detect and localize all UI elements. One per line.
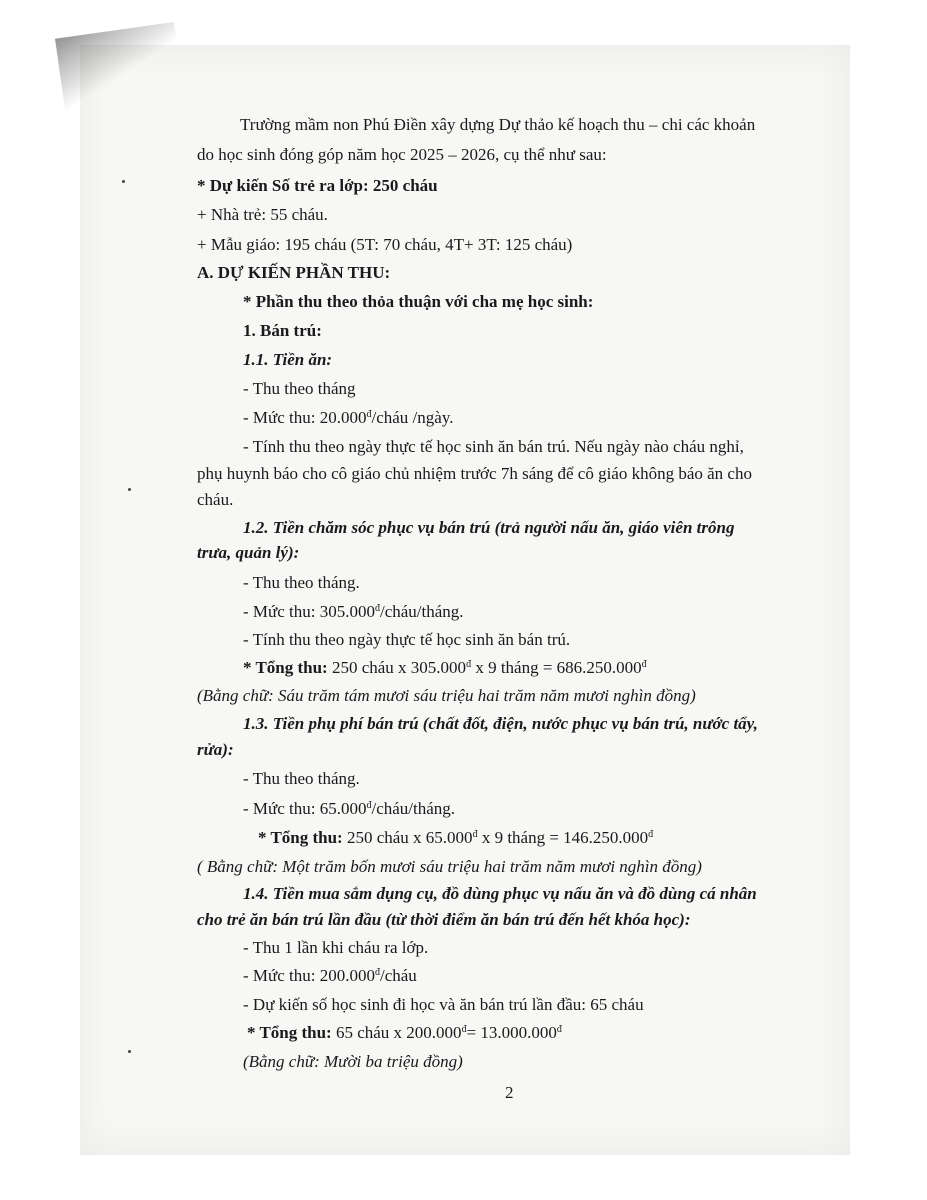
item-1-4-heading-a: 1.4. Tiền mua sắm dụng cụ, đồ dùng phục vụ nấu ăn và đồ dùng cá nhân [243,884,757,903]
rate-text: - Mức thu: 305.000 [243,602,375,621]
total-text: x 9 tháng = 686.250.000 [471,658,642,677]
agreement-heading: * Phần thu theo thỏa thuận với cha mẹ học sinh: [243,292,594,311]
item-1-2-heading-b: trưa, quản lý): [197,543,300,562]
s11-rate [243,408,453,428]
s14-rate [243,966,417,986]
intro-line-2: do học sinh đóng góp năm học 2025 – 2026, cụ thể như sau: [197,145,607,164]
total-text: 250 cháu x 305.000 [327,658,467,677]
rate-text: - Mức thu: 200.000 [243,966,375,985]
currency-sup: đ [472,829,478,840]
currency-sup: đ [466,659,472,670]
item-1-heading: 1. Bán trú: [243,321,322,340]
s12-rate [243,602,464,622]
s11-note-1: - Tính thu theo ngày thực tế học sinh ăn bán trú. Nếu ngày nào cháu nghỉ, [243,437,744,456]
expected-kids: * Dự kiến Số trẻ ra lớp: 250 cháu [197,176,438,195]
total-label: * Tổng thu: [247,1023,332,1042]
s14-total [247,1023,562,1043]
rate-text: - Mức thu: 65.000 [243,799,367,818]
rate-unit: /cháu/tháng. [379,602,464,621]
item-1-2-heading-a: 1.2. Tiền chăm sóc phục vụ bán trú (trả người nấu ăn, giáo viên trông [243,518,735,537]
s14-expected: - Dự kiến số học sinh đi học và ăn bán trú lần đầu: 65 cháu [243,995,644,1014]
total-text: 250 cháu x 65.000 [342,828,473,847]
s11-note-3: cháu. [197,490,234,509]
currency-sup: đ [556,1024,562,1035]
document-page [80,45,850,1155]
scan-speck [128,488,131,491]
scan-speck [128,1050,131,1053]
item-1-3-heading-a: 1.3. Tiền phụ phí bán trú (chất đốt, điện, nước phục vụ bán trú, nước tẩy, [243,714,758,733]
currency-sup: đ [641,659,647,670]
item-1-3-heading-b: rửa): [197,740,234,759]
page-number: 2 [505,1083,514,1102]
currency-sup: đ [374,603,380,614]
rate-unit: /cháu /ngày. [371,408,454,427]
total-label: * Tổng thu: [258,828,343,847]
s14-words: (Bằng chữ: Mười ba triệu đồng) [243,1052,463,1071]
total-label: * Tổng thu: [243,658,328,677]
total-text: x 9 tháng = 146.250.000 [477,828,649,847]
section-a-heading: A. DỰ KIẾN PHẦN THU: [197,263,391,282]
scan-speck [122,180,125,183]
s13-words: ( Bằng chữ: Một trăm bốn mươi sáu triệu hai trăm năm mươi nghìn đồng) [197,857,702,876]
rate-unit: /cháu [379,966,417,985]
currency-sup: đ [366,409,372,420]
currency-sup: đ [461,1024,467,1035]
nursery-count: + Nhà trẻ: 55 cháu. [197,205,328,224]
s12-note: - Tính thu theo ngày thực tế học sinh ăn bán trú. [243,630,571,649]
rate-text: - Mức thu: 20.000 [243,408,367,427]
intro-line-1: Trường mầm non Phú Điền xây dựng Dự thảo kế hoạch thu – chi các khoản [240,115,756,134]
rate-unit: /cháu/tháng. [371,799,456,818]
currency-sup: đ [648,829,654,840]
s12-total [243,658,647,678]
s13-total [258,828,653,848]
s13-monthly: - Thu theo tháng. [243,769,360,788]
s14-once: - Thu 1 lần khi cháu ra lớp. [243,938,429,957]
s12-monthly: - Thu theo tháng. [243,573,360,592]
kindergarten-count: + Mẫu giáo: 195 cháu (5T: 70 cháu, 4T+ 3T: 125 cháu) [197,235,573,254]
currency-sup: đ [374,967,380,978]
s11-monthly: - Thu theo tháng [243,379,356,398]
s12-words: (Bằng chữ: Sáu trăm tám mươi sáu triệu hai trăm năm mươi nghìn đồng) [197,686,696,705]
total-text: = 13.000.000 [466,1023,557,1042]
s13-rate [243,799,455,819]
total-text: 65 cháu x 200.000 [331,1023,462,1042]
currency-sup: đ [366,800,372,811]
item-1-4-heading-b: cho trẻ ăn bán trú lần đầu (từ thời điểm ăn bán trú đến hết khóa học): [197,910,691,929]
s11-note-2: phụ huynh báo cho cô giáo chủ nhiệm trước 7h sáng để cô giáo không báo ăn cho [197,464,752,483]
item-1-1-heading: 1.1. Tiền ăn: [243,350,333,369]
